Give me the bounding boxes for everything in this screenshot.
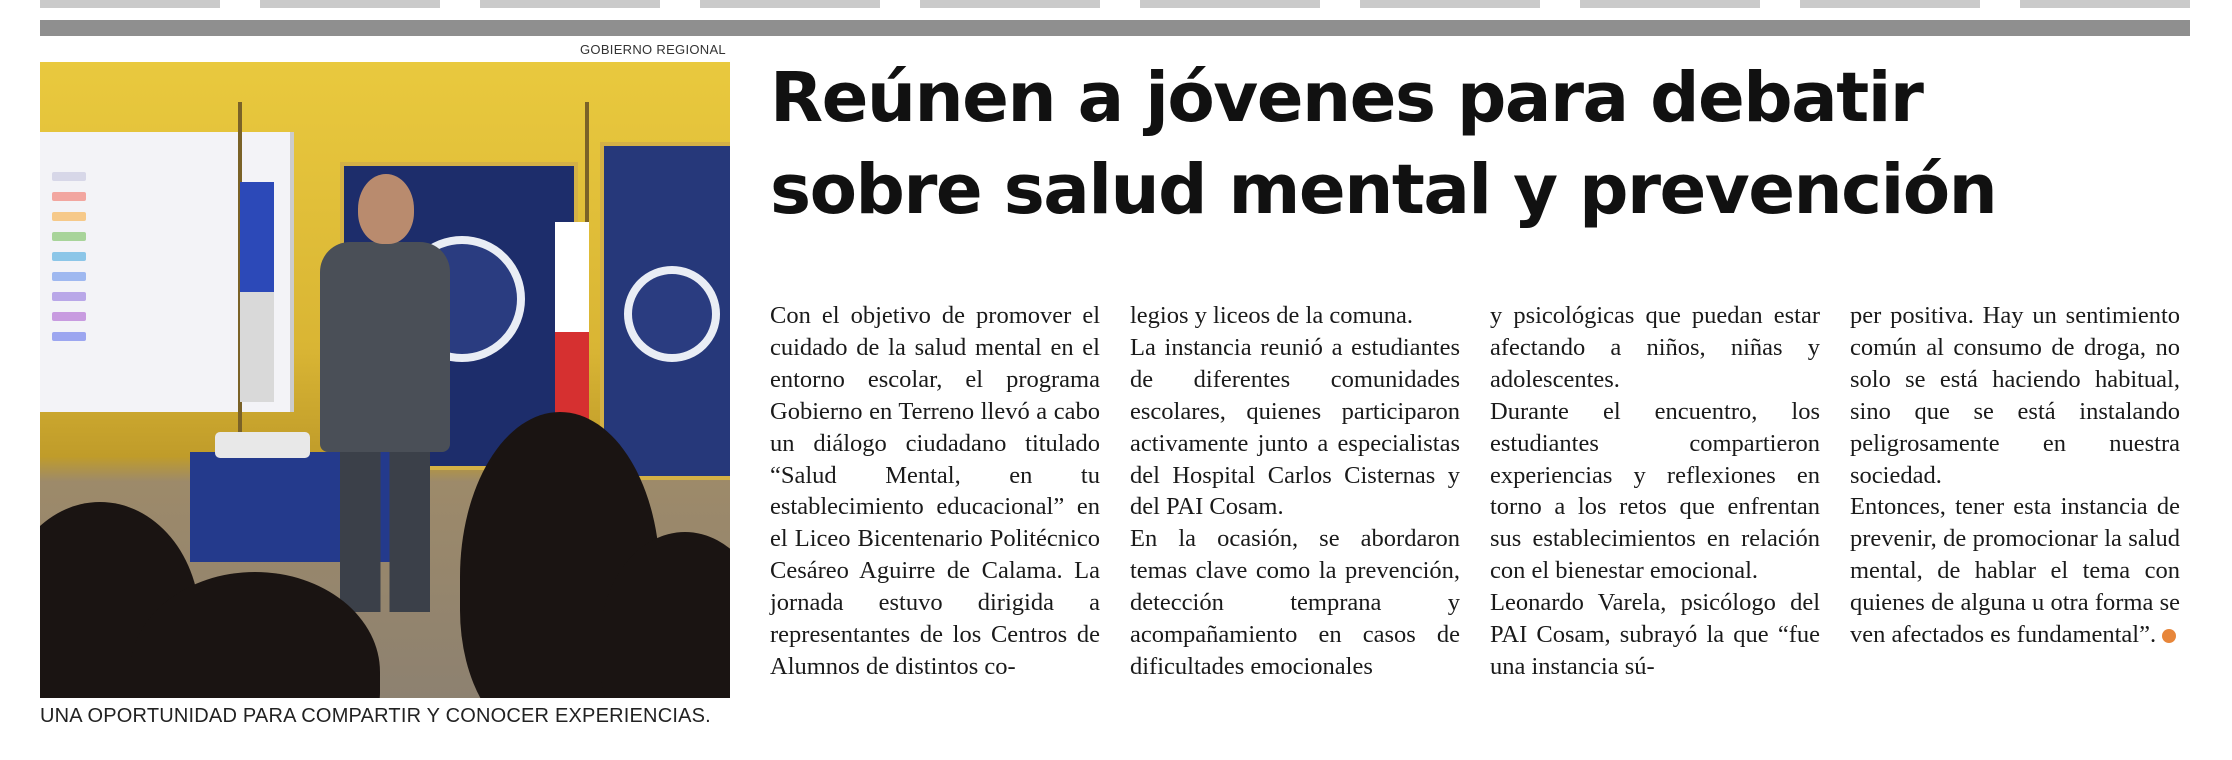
- end-mark-icon: [2162, 629, 2176, 643]
- speaker-legs: [340, 442, 430, 612]
- paragraph: En la ocasión, se abordaron temas clave como la prevención, detección temprana y acompañamiento en casos de dificultades emocionales: [1130, 525, 1460, 680]
- headline-line-1: Reúnen a jóvenes para debatir: [770, 58, 1923, 138]
- paragraph: La instancia reunió a estudiantes de diferentes comunidades escolares, quienes participaron activamente junto a especialistas del Hospital Carlos Cisternas y del PAI Cosam.: [1130, 333, 1460, 521]
- previous-article-strip: [40, 0, 2190, 8]
- article-photo: [40, 62, 730, 698]
- paragraph: legios y liceos de la comuna.: [1130, 302, 1414, 329]
- article-body: [770, 300, 2192, 683]
- column-2: [1130, 300, 1460, 683]
- paragraph: Leonardo Varela, psicólogo del PAI Cosam, subrayó la que “fue una instancia sú-: [1490, 589, 1820, 680]
- section-rule: [40, 20, 2190, 36]
- projector: [215, 432, 310, 458]
- speaker-head: [358, 174, 414, 244]
- paragraph: per positiva. Hay un sentimiento común al consumo de droga, no solo se está haciendo habitual, sino que se está instalando peligrosamente en nuestra sociedad.: [1850, 302, 2180, 489]
- speaker: [320, 242, 450, 452]
- paragraph: Durante el encuentro, los estudiantes compartieron experiencias y reflexiones en torno a los retos que enfrentan sus establecimientos en relación con el bienestar emocional.: [1490, 397, 1820, 585]
- paragraph: y psicológicas que puedan estar afectando a niños, niñas y adolescentes.: [1490, 302, 1820, 393]
- photo-caption: UNA OPORTUNIDAD PARA COMPARTIR Y CONOCER EXPERIENCIAS.: [40, 705, 711, 727]
- column-4: [1850, 300, 2180, 683]
- headline: [770, 52, 2190, 236]
- paragraph-text: Entonces, tener esta instancia de prevenir, de promocionar la salud mental, de hablar el tema con quienes de alguna u otra forma se ven afectados es fundamental”.: [1850, 493, 2180, 649]
- column-3: [1490, 300, 1820, 683]
- school-banner-2: [600, 142, 730, 480]
- section-label: GOBIERNO REGIONAL: [580, 42, 726, 57]
- column-1: [770, 300, 1100, 683]
- chile-flag-2: [555, 222, 589, 442]
- paragraph-final: [1850, 491, 2180, 651]
- school-emblem-icon-2: [624, 266, 720, 362]
- paragraph: Con el objetivo de promover el cuidado de la salud mental en el entorno escolar, el programa Gobierno en Terreno llevó a cabo un diálogo ciudadano titulado “Salud Mental, en tu establecimiento educacional” en el Liceo Bicentenario Politécnico Cesáreo Aguirre de Calama. La jornada estuvo dirigida a representantes de los Centros de Alumnos de distintos co-: [770, 302, 1100, 680]
- chile-flag: [240, 182, 274, 402]
- headline-line-2: sobre salud mental y prevención: [770, 150, 1997, 230]
